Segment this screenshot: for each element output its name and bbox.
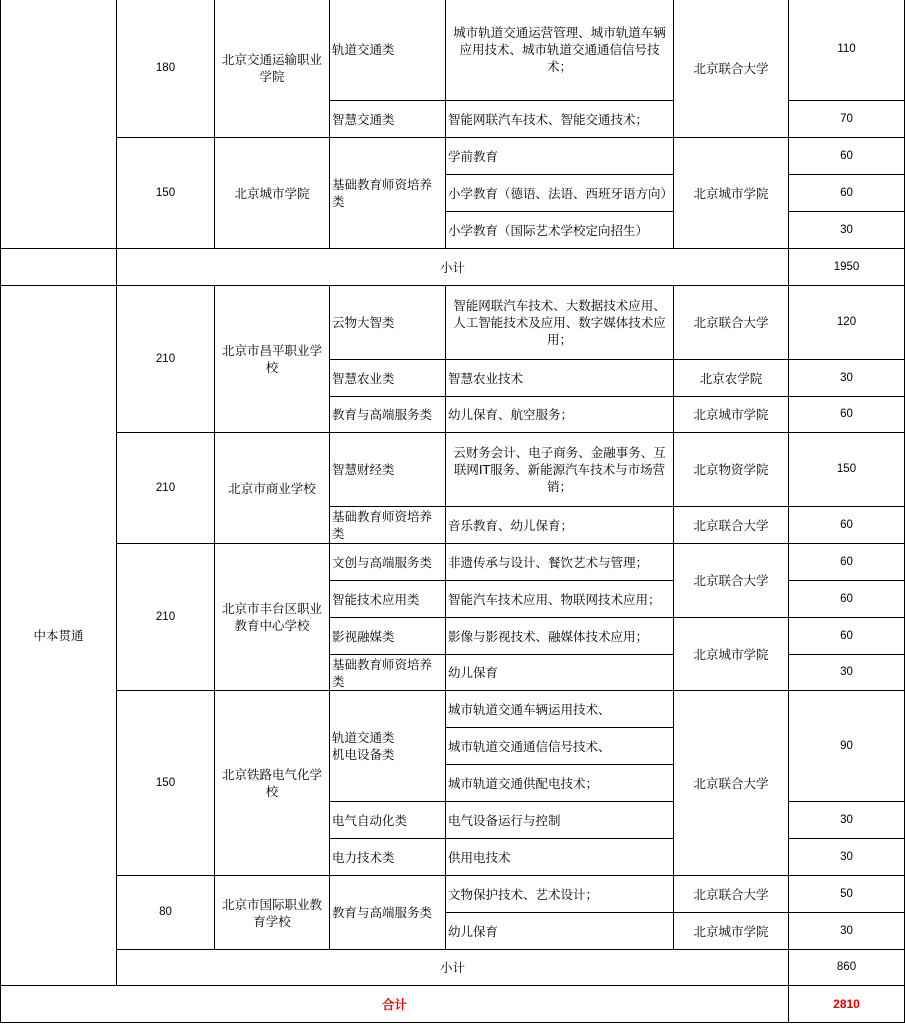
category-cell: 教育与高端服务类 <box>329 875 446 950</box>
majors-cell: 小学教育（德语、法语、西班牙语方向） <box>445 174 674 212</box>
university-cell: 北京联合大学 <box>673 875 789 913</box>
plan-number-cell: 70 <box>788 100 905 138</box>
total-value: 2810 <box>788 985 905 1023</box>
category-cell: 智慧财经类 <box>329 432 446 507</box>
majors-cell: 智能汽车技术应用、物联网技术应用； <box>445 580 674 618</box>
plan-number-cell: 60 <box>788 137 905 175</box>
university-cell: 北京城市学院 <box>673 912 789 950</box>
category-cell: 文创与高端服务类 <box>329 543 446 581</box>
school-name: 北京市商业学校 <box>214 432 330 544</box>
plan-number-cell: 30 <box>788 211 905 249</box>
majors-cell: 音乐教育、幼儿保育； <box>445 506 674 544</box>
total-label: 合计 <box>0 985 789 1023</box>
plan-number-cell: 30 <box>788 359 905 397</box>
school-name: 北京城市学院 <box>214 137 330 249</box>
majors-cell: 文物保护技术、艺术设计； <box>445 875 674 913</box>
school-name: 北京铁路电气化学校 <box>214 690 330 876</box>
majors-cell: 供用电技术 <box>445 838 674 876</box>
majors-cell: 幼儿保育、航空服务； <box>445 396 674 433</box>
school-name: 北京市国际职业教育学校 <box>214 875 330 950</box>
plan-number-cell: 60 <box>788 580 905 618</box>
plan-number-cell: 150 <box>788 432 905 507</box>
category-cell: 基础教育师资培养类 <box>329 654 446 691</box>
category-cell: 基础教育师资培养类 <box>329 506 446 544</box>
majors-cell: 智慧农业技术 <box>445 359 674 397</box>
majors-cell: 城市轨道交通通信信号技术、 <box>445 727 674 765</box>
category-cell: 影视融媒类 <box>329 617 446 655</box>
subtotal-value: 860 <box>788 949 905 986</box>
school-name: 北京市昌平职业学校 <box>214 285 330 433</box>
category-cell: 智慧交通类 <box>329 100 446 138</box>
school-plan-count: 150 <box>116 137 215 249</box>
plan-number-cell: 30 <box>788 801 905 839</box>
majors-cell: 小学教育（国际艺术学校定向招生） <box>445 211 674 249</box>
group-name: 中本贯通 <box>0 285 117 986</box>
category-text: 轨道交通类机电设备类 <box>332 730 395 762</box>
subtotal-label: 小计 <box>116 248 789 286</box>
majors-cell: 城市轨道交通车辆运用技术、 <box>445 690 674 728</box>
category-cell: 智能技术应用类 <box>329 580 446 618</box>
university-cell: 北京城市学院 <box>673 617 789 691</box>
majors-cell: 云财务会计、电子商务、金融事务、互联网IT服务、新能源汽车技术与市场营销； <box>445 432 674 507</box>
plan-number-cell: 120 <box>788 285 905 360</box>
subtotal-group-blank <box>0 248 117 286</box>
school-plan-count: 150 <box>116 690 215 876</box>
university-cell: 北京物资学院 <box>673 432 789 507</box>
school-plan-count: 180 <box>116 0 215 138</box>
category-cell: 基础教育师资培养类 <box>329 137 446 249</box>
school-plan-count: 210 <box>116 432 215 544</box>
university-cell: 北京联合大学 <box>673 506 789 544</box>
plan-number-cell: 60 <box>788 543 905 581</box>
plan-number-cell: 60 <box>788 617 905 655</box>
university-cell: 北京联合大学 <box>673 543 789 618</box>
plan-number-cell: 30 <box>788 654 905 691</box>
school-name: 北京交通运输职业学院 <box>214 0 330 138</box>
plan-number-cell: 30 <box>788 838 905 876</box>
category-cell: 电气自动化类 <box>329 801 446 839</box>
plan-number-cell: 60 <box>788 174 905 212</box>
majors-cell: 影像与影视技术、融媒体技术应用； <box>445 617 674 655</box>
university-cell: 北京城市学院 <box>673 396 789 433</box>
majors-cell: 学前教育 <box>445 137 674 175</box>
university-cell: 北京城市学院 <box>673 137 789 249</box>
subtotal-label: 小计 <box>116 949 789 986</box>
majors-cell: 城市轨道交通供配电技术； <box>445 764 674 802</box>
plan-number-cell: 60 <box>788 396 905 433</box>
plan-number-cell: 30 <box>788 912 905 950</box>
category-cell: 电力技术类 <box>329 838 446 876</box>
subtotal-value: 1950 <box>788 248 905 286</box>
majors-cell: 城市轨道交通运营管理、城市轨道车辆应用技术、城市轨道交通通信信号技术； <box>445 0 674 101</box>
category-cell: 轨道交通类 <box>329 0 446 101</box>
group-cell-blank <box>0 0 117 249</box>
university-cell: 北京联合大学 <box>673 0 789 138</box>
plan-number-cell: 60 <box>788 506 905 544</box>
school-name: 北京市丰台区职业教育中心学校 <box>214 543 330 691</box>
majors-cell: 幼儿保育 <box>445 654 674 691</box>
university-cell: 北京农学院 <box>673 359 789 397</box>
school-plan-count: 210 <box>116 543 215 691</box>
university-cell: 北京联合大学 <box>673 285 789 360</box>
majors-cell: 幼儿保育 <box>445 912 674 950</box>
category-cell: 云物大智类 <box>329 285 446 360</box>
school-plan-count: 210 <box>116 285 215 433</box>
majors-cell: 智能网联汽车技术、大数据技术应用、人工智能技术及应用、数字媒体技术应用； <box>445 285 674 360</box>
category-cell: 智慧农业类 <box>329 359 446 397</box>
category-cell: 教育与高端服务类 <box>329 396 446 433</box>
category-cell <box>329 690 446 802</box>
majors-cell: 电气设备运行与控制 <box>445 801 674 839</box>
plan-number-cell: 50 <box>788 875 905 913</box>
majors-cell: 智能网联汽车技术、智能交通技术； <box>445 100 674 138</box>
majors-cell: 非遗传承与设计、餐饮艺术与管理； <box>445 543 674 581</box>
plan-number-cell: 110 <box>788 0 905 101</box>
school-plan-count: 80 <box>116 875 215 950</box>
university-cell: 北京联合大学 <box>673 690 789 876</box>
plan-number-cell: 90 <box>788 690 905 802</box>
